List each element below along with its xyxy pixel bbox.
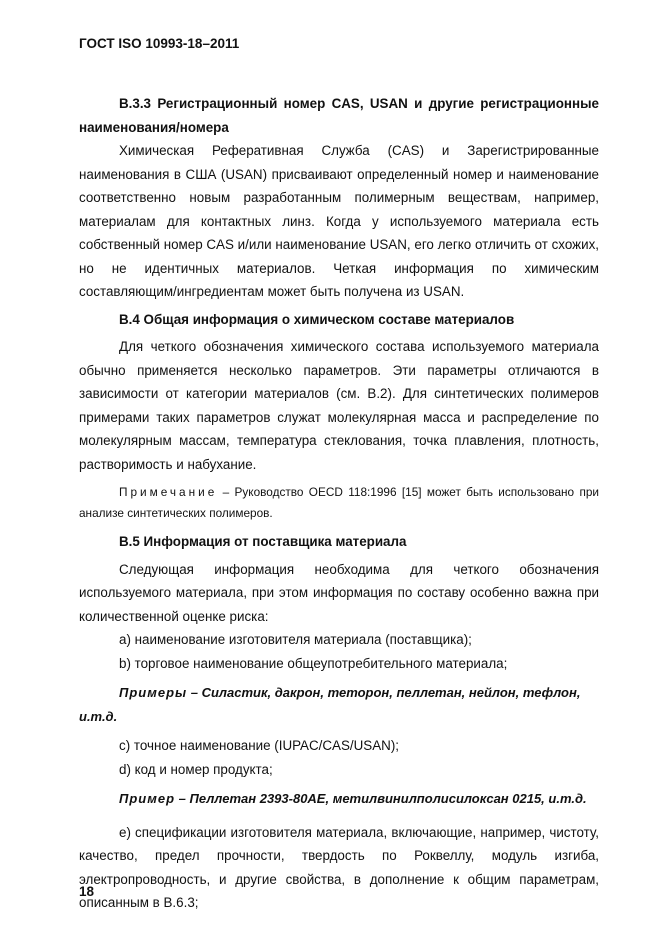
examples-text: – Силастик, дакрон, теторон, пеллетан, нейлон, тефлон, и.т.д. [79,685,581,724]
list-item-a: а) наименование изготовителя материала (поставщика); [119,632,472,647]
note-label: Примечание [119,485,218,499]
example-label: Пример [119,791,176,806]
example-text: – Пеллетан 2393-80АЕ, метилвинилполисилоксан 0215, и.т.д. [175,791,587,806]
spacer [79,811,599,821]
section-b33-heading-cont [79,116,599,140]
document-header: ГОСТ ISO 10993-18–2011 [79,36,240,51]
example-line [79,787,599,811]
list-item-b: b) торговое наименование общеупотребительного материала; [119,655,508,671]
section-b4-heading: В.4 Общая информация о химическом составе материалов [119,311,515,327]
page-number: 18 [79,884,95,899]
section-b4-note [79,482,599,524]
section-b33-paragraph: Химическая Реферативная Служба (CAS) и Зарегистрированные наименования в США (USAN) присваивают определенный номер и наименование соответственно новым разработанным полимерным веществам, например, материалам для контактных линз. Когда у используемого материала есть собственный номер CAS и/или наименование USAN, его легко отличить от схожих, но не идентичных материалов. Четкая информация по химическим составляющим/ингредиентам может быть получена из USAN. [79,143,599,299]
section-b5-paragraph: Следующая информация необходима для четкого обозначения используемого материала, при этом информация по составу особенно важна при количественной оценке риска: [79,561,599,624]
section-b4-paragraph: Для четкого обозначения химического состава используемого материала обычно применяется несколько параметров. Эти параметры отличаются в зависимости от категории материалов (см. В.2). Для синтетических полимеров примерами таких параметров служат молекулярная масса и распределение по молекулярным массам, температура стеклования, точка плавления, плотность, растворимость и набухание. [79,339,599,472]
examples-line [79,681,599,728]
note-text: – Руководство OECD 118:1996 [15] может быть использовано при анализе синтетических полимеров. [79,485,599,520]
document-body [79,92,599,915]
list-item-d: d) код и номер продукта; [119,761,273,777]
list-item-e: е) спецификации изготовителя материала, включающие, например, чистоту, качество, предел прочности, твердость по Роквеллу, модуль изгиба, электропроводность, и другие свойства, в дополнение к общим параметрам, описанным в В.6.3; [79,824,599,910]
list-item-c: с) точное наименование (IUPAC/CAS/USAN); [119,738,400,753]
section-b33-heading-line1: В.3.3 Регистрационный номер CAS, USAN и другие регистрационные [119,96,599,111]
section-b5-heading: В.5 Информация от поставщика материала [119,534,407,549]
examples-label: Примеры [119,685,188,700]
section-b33-heading [79,92,599,116]
section-b33-heading-line2: наименования/номера [79,119,229,135]
